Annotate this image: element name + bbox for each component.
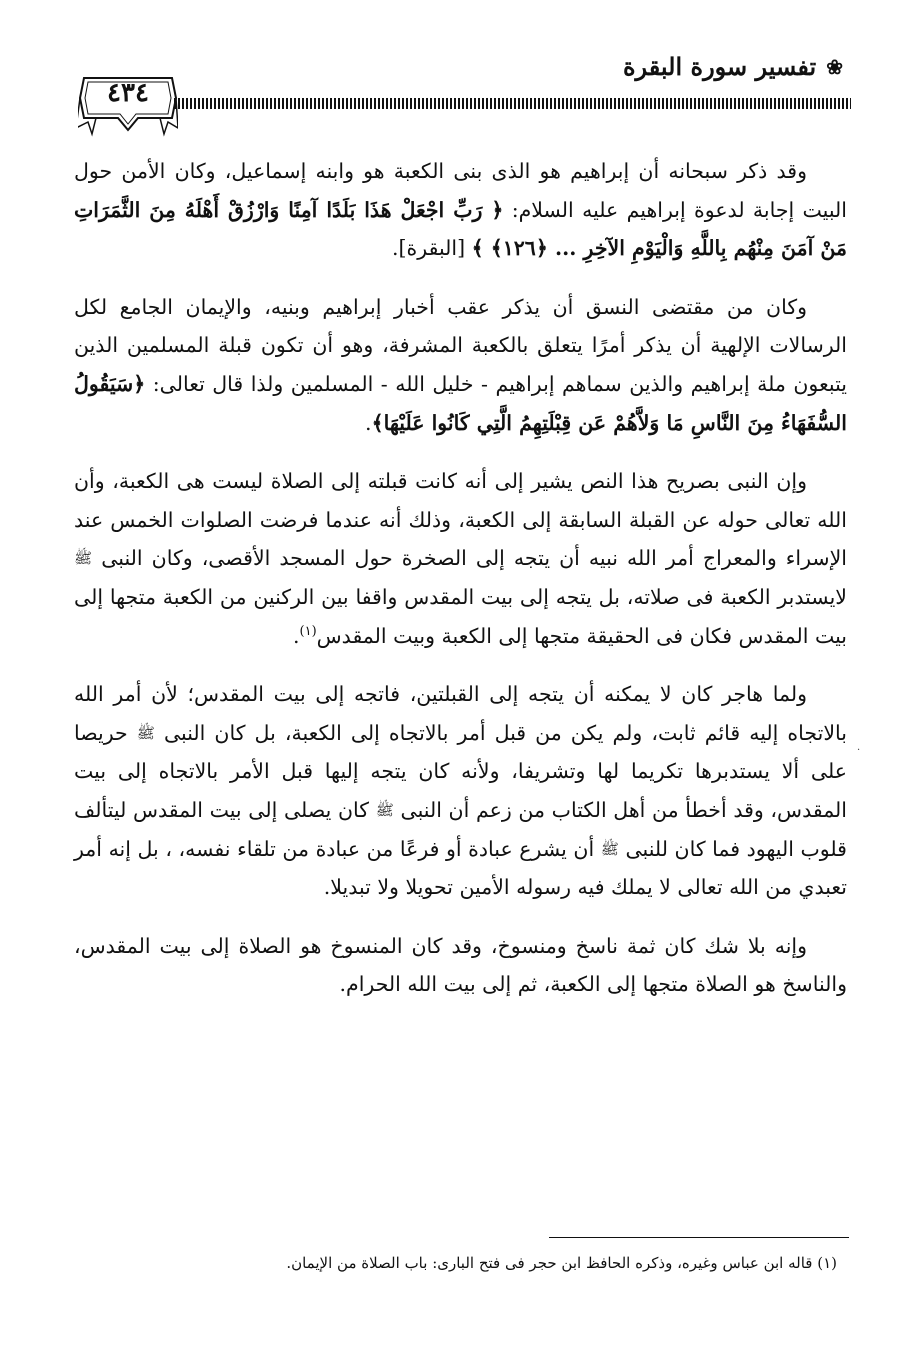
paragraph-text: ولما هاجر كان لا يمكنه أن يتجه إلى القبلتين، فاتجه إلى بيت المقدس؛ لأن أمر الله بالاتجاه إليه قائم ثابت، ولم يكن من قبل أمر بالاتجاه إلى الكعبة، بل كان النبى: [74, 682, 847, 745]
flower-ornament-icon: ❀: [826, 54, 843, 79]
paragraph: [74, 675, 847, 907]
paragraph: [74, 927, 847, 1004]
salawat-glyph: ﷺ: [74, 549, 93, 568]
paragraph-text: وكان من مقتضى النسق أن يذكر عقب أخبار إبراهيم وبنيه، والإيمان الجامع لكل الرسالات الإلهية أن يذكر أمرًا يتعلق بالكعبة المشرفة، وهو أن تكون قبلة المسلمين الذين يتبعون ملة إبراهيم والذين سماهم إبراهيم - خليل الله - المسلمين ولذا قال تعالى:: [74, 294, 847, 396]
paragraph: [74, 288, 847, 442]
paragraph-text: وإنه بلا شك كان ثمة ناسخ ومنسوخ، وقد كان المنسوخ هو الصلاة إلى بيت المقدس، والناسخ هو الصلاة متجها إلى الكعبة، ثم إلى بيت الله الحرام.: [74, 933, 847, 997]
paragraph-text: حريصا على ألا يستدبرها تكريما لها وتشريفا، ولأنه كان يتجه إليها قبل الأمر بالاتجاه إلى بيت المقدس، وقد أخطأ من أهل الكتاب من زعم أن النبى: [74, 720, 847, 822]
page-header: [78, 42, 851, 142]
quran-verse: ﴿سَيَقُولُ السُّفَهَاءُ مِنَ النَّاسِ مَا وَلاَّهُمْ عَن قِبْلَتِهِمُ الَّتِي كَانُوا عَلَيْهَا﴾: [74, 371, 847, 435]
page-number-badge: [78, 68, 178, 144]
running-title-text: تفسير سورة البقرة: [622, 52, 817, 81]
footnote: (١) قاله ابن عباس وغيره، وذكره الحافظ ابن حجر فى فتح البارى: باب الصلاة من الإيمان.: [286, 1254, 837, 1272]
salawat-glyph: ﷺ: [375, 800, 394, 819]
paragraph-text: لايستدبر الكعبة فى صلاته، بل يتجه إلى بيت المقدس واقفا بين الركنين من الكعبة متجها إلى بيت المقدس فكان فى الحقيقة متجها إلى الكعبة وبيت المقدس: [74, 584, 847, 648]
paragraph-text: وقد ذكر سبحانه أن إبراهيم هو الذى بنى الكعبة هو وابنه إسماعيل، وكان الأمن حول البيت إجابة لدعوة إبراهيم عليه السلام:: [74, 159, 847, 222]
paragraph: [74, 462, 847, 655]
paragraph-text: وإن النبى بصريح هذا النص يشير إلى أنه كانت قبلته إلى الصلاة ليست هى الكعبة، وأن الله تعالى حوله عن القبلة السابقة إلى الكعبة، وذلك أنه عندما فرضت الصلوات الخمس عند الإسراء والمعراج أمر الله نبيه أن يتجه إلى الصخرة حول المسجد الأقصى، وكان النبى: [74, 469, 847, 571]
quran-verse: ﴿ رَبِّ اجْعَلْ هَذَا بَلَدًا آمِنًا وَارْزُقْ أَهْلَهُ مِنَ الثَّمَرَاتِ مَنْ آمَنَ مِنْهُم بِاللَّهِ وَالْيَوْمِ الآخِرِ ... ﴿١٢٦﴾ ﴾: [74, 197, 847, 261]
salawat-glyph: ﷺ: [136, 723, 155, 742]
verse-reference: [البقرة].: [392, 236, 472, 261]
footnote-reference[interactable]: (١): [299, 623, 317, 639]
paragraph-text: .: [292, 623, 300, 648]
paragraph-text: .: [365, 410, 372, 435]
running-title: [623, 52, 843, 81]
footnote-separator: [549, 1237, 849, 1238]
paragraph-text: كان يصلى إلى بيت المقدس ليتألف قلوب اليهود فما كان للنبى: [74, 797, 847, 861]
page-number: ٤٣٤: [107, 78, 149, 108]
salawat-glyph: ﷺ: [600, 839, 619, 858]
paragraph: [74, 152, 847, 268]
header-dotted-rule: [174, 98, 851, 109]
main-text: [74, 152, 847, 1024]
paragraph-text: أن يشرع عبادة أو فرعًا من عبادة من تلقاء نفسه، ، بل إنه أمر تعبدي من الله تعالى لا يملك فيه رسوله الأمين تحويلا ولا تبديلا.: [74, 836, 847, 900]
stray-mark: ·: [857, 745, 861, 756]
